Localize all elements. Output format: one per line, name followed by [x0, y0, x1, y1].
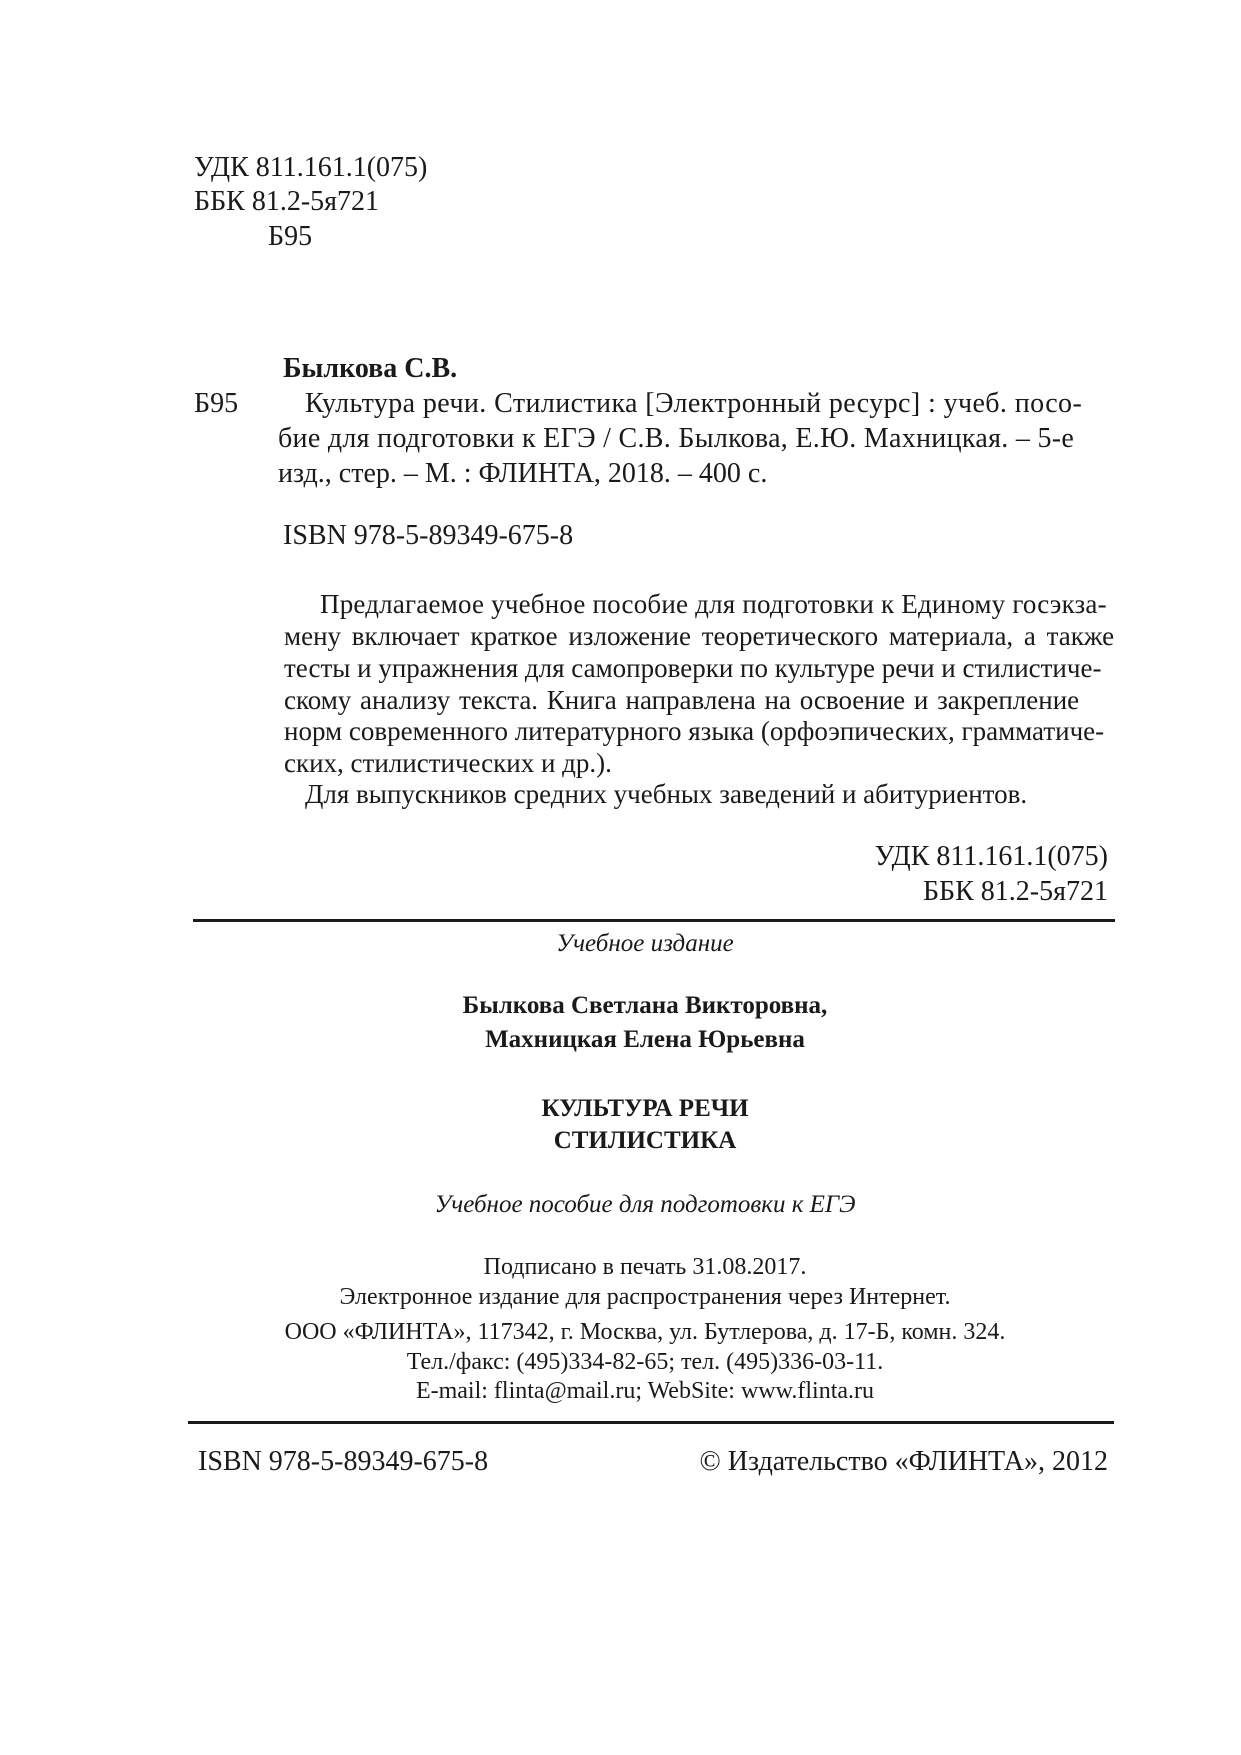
udk-code-footer: УДК 811.161.1(075)	[874, 841, 1108, 872]
annotation-line-3: тесты и упражнения для самопроверки по культуре речи и стилистиче-	[284, 653, 1102, 683]
publisher-contacts: E-mail: flinta@mail.ru; WebSite: www.flinta.ru	[415, 1378, 875, 1404]
annotation-audience: Для выпускников средних учебных заведений и абитуриентов.	[305, 779, 1028, 809]
publisher-address: ООО «ФЛИНТА», 117342, г. Москва, ул. Бутлерова, д. 17-Б, комн. 324.	[284, 1319, 1006, 1345]
edition-type: Учебное издание	[556, 930, 734, 957]
footer-copyright: © Издательство «ФЛИНТА», 2012	[699, 1446, 1108, 1477]
annotation-line-5: норм современного литературного языка (орфоэпических, грамматиче-	[284, 716, 1105, 746]
authors-full-2: Махницкая Елена Юрьевна	[485, 1026, 805, 1053]
record-author-mark: Б95	[194, 388, 239, 419]
annotation-line-6: ских, стилистических и др.).	[284, 748, 612, 778]
annotation-line-4: скому анализу текста. Книга направлена на освоение и закрепление	[284, 685, 1080, 715]
divider-top	[193, 919, 1115, 922]
divider-bottom	[188, 1421, 1114, 1424]
description-line-1-text: Культура речи. Стилистика [Электронный ресурс] : учеб. посо-	[305, 388, 1083, 419]
isbn-record: ISBN 978-5-89349-675-8	[283, 520, 574, 551]
bbk-code: ББК 81.2-5я721	[194, 186, 380, 217]
author-heading: Былкова С.В.	[283, 353, 458, 384]
signed-to-print: Подписано в печать 31.08.2017.	[483, 1254, 807, 1280]
subtitle: Учебное пособие для подготовки к ЕГЭ	[434, 1191, 856, 1218]
title-line-2: СТИЛИСТИКА	[553, 1127, 737, 1154]
udk-code: УДК 811.161.1(075)	[194, 152, 428, 183]
description-line-2: бие для подготовки к ЕГЭ / С.В. Былкова, Е.Ю. Махницкая. – 5-е	[278, 423, 1075, 454]
description-line-3: изд., стер. – М. : ФЛИНТА, 2018. – 400 с.	[278, 458, 768, 489]
title-line-1: КУЛЬТУРА РЕЧИ	[541, 1095, 749, 1122]
author-mark: Б95	[268, 221, 313, 252]
publisher-phones: Тел./факс: (495)334-82-65; тел. (495)336-03-11.	[406, 1349, 884, 1375]
annotation-line-1: Предлагаемое учебное пособие для подготовки к Единому госэкза-	[320, 589, 1107, 619]
description-line-1	[305, 388, 1118, 420]
bbk-code-footer: ББК 81.2-5я721	[922, 876, 1108, 907]
authors-full-1: Былкова Светлана Викторовна,	[462, 992, 828, 1019]
electronic-note: Электронное издание для распространения через Интернет.	[339, 1284, 951, 1310]
annotation-line-2: мену включает краткое изложение теоретического материала, а также	[284, 621, 1115, 651]
footer-isbn: ISBN 978-5-89349-675-8	[198, 1446, 489, 1477]
